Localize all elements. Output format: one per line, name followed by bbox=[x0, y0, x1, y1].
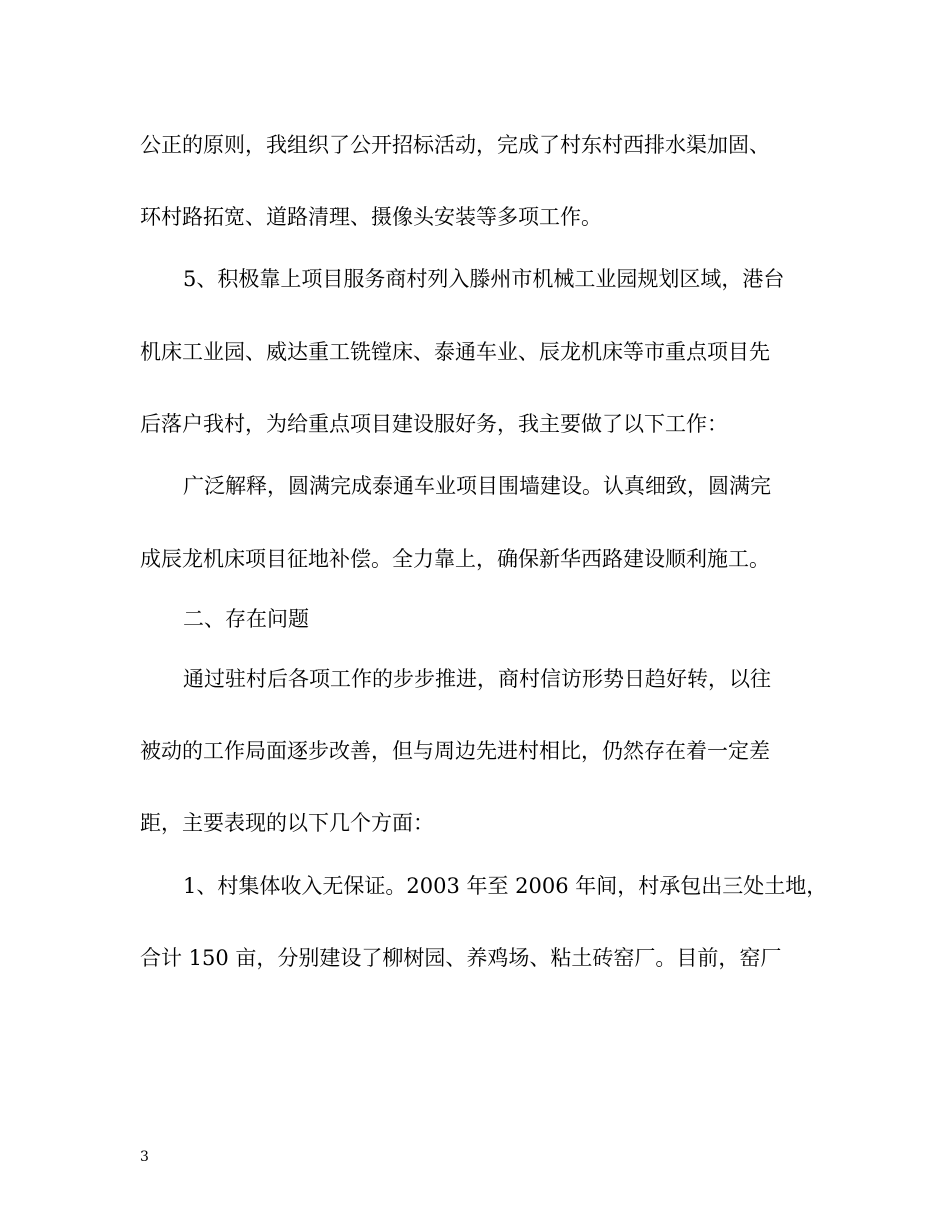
paragraph-start: 广泛解释，圆满完成泰通车业项目围墙建设。认真细致，圆满完 bbox=[183, 474, 771, 498]
paragraph-start: 1、村集体收入无保证。2003 年至 2006 年间，村承包出三处土地， bbox=[183, 874, 828, 898]
text-line: 合计 150 亩，分别建设了柳树园、养鸡场、粘土砖窑厂。目前，窑厂 bbox=[140, 946, 782, 970]
section-heading: 二、存在问题 bbox=[183, 607, 309, 631]
paragraph-start: 通过驻村后各项工作的步步推进，商村信访形势日趋好转，以往 bbox=[183, 667, 771, 691]
paragraph-start: 5、积极靠上项目服务商村列入滕州市机械工业园规划区域，港台 bbox=[183, 267, 785, 291]
text-line: 环村路拓宽、道路清理、摄像头安装等多项工作。 bbox=[140, 205, 602, 229]
text-line: 距，主要表现的以下几个方面： bbox=[140, 811, 434, 835]
page-number: 3 bbox=[140, 1149, 149, 1165]
text-line: 机床工业园、威达重工铣镗床、泰通车业、辰龙机床等市重点项目先 bbox=[140, 340, 770, 364]
text-line: 被动的工作局面逐步改善，但与周边先进村相比，仍然存在着一定差 bbox=[140, 739, 770, 763]
text-line: 公正的原则，我组织了公开招标活动，完成了村东村西排水渠加固、 bbox=[140, 133, 770, 157]
text-line: 后落户我村，为给重点项目建设服好务，我主要做了以下工作： bbox=[140, 412, 728, 436]
text-line: 成辰龙机床项目征地补偿。全力靠上，确保新华西路建设顺利施工。 bbox=[140, 547, 770, 571]
